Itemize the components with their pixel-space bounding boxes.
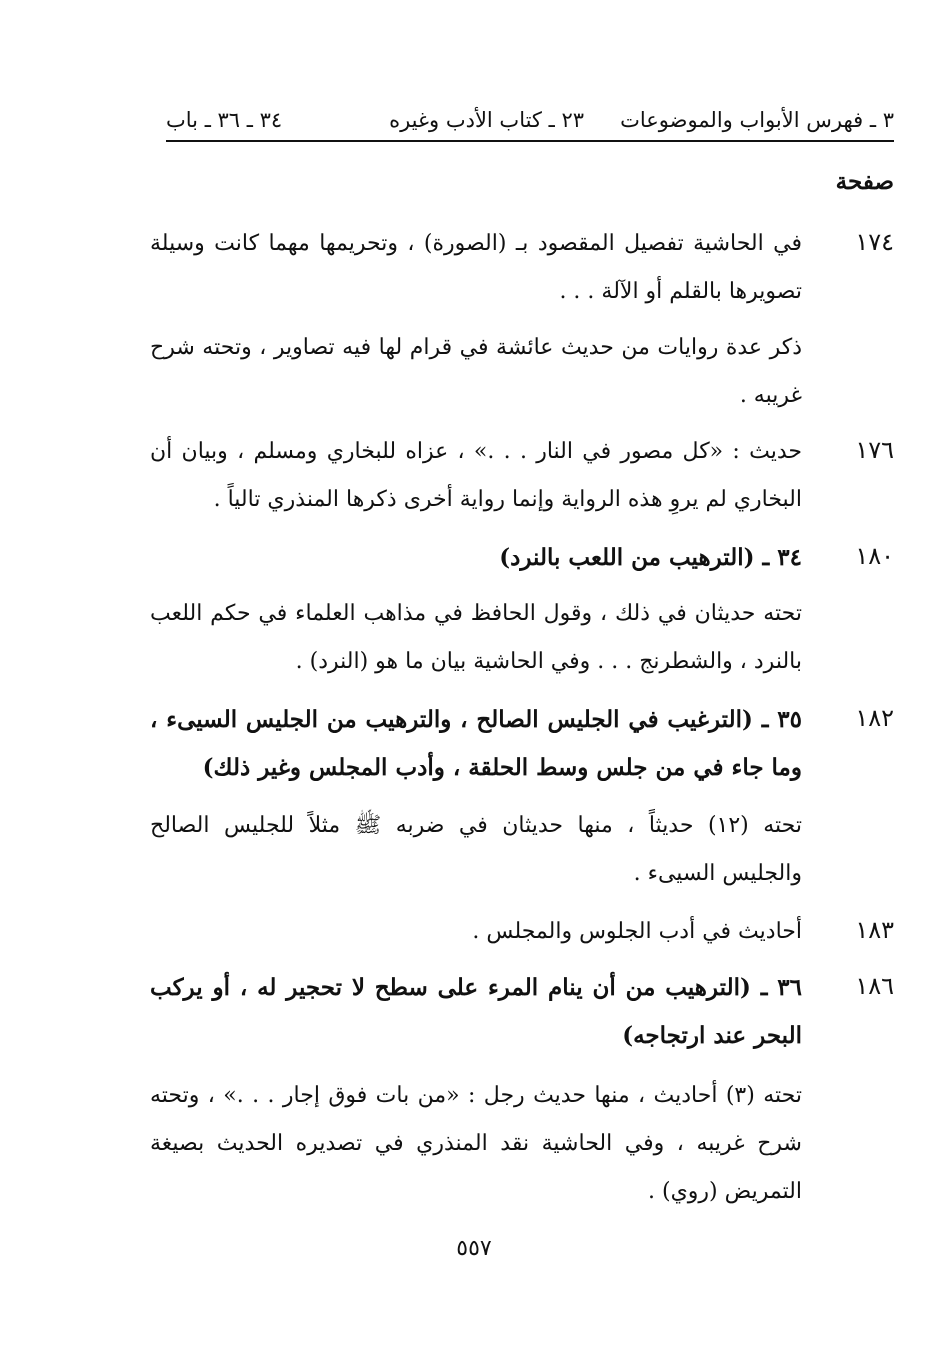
index-entry [150,908,894,956]
entry-page-number: ١٨٢ [855,704,894,732]
section-heading: ٣٦ ـ (الترهيب من أن ينام المرء على سطح لا تحجير له ، أو يركب البحر عند ارتجاجه) [150,974,802,1049]
entry-text: تحته (١٢) حديثاً ، منها حديثان في ضربه ﷺ مثلاً للجليس الصالح والجليس السيىء . [150,813,802,886]
header-book-title: ٢٣ ـ كتاب الأدب وغيره [389,108,584,132]
entry-page-number: ١٧٦ [855,436,894,464]
index-entry [150,324,894,420]
section-heading: ٣٤ ـ (الترهيب من اللعب بالنرد) [499,544,802,571]
entry-text: حديث : «كل مصور في النار . . .» ، عزاه للبخاري ومسلم ، وبيان أن البخاري لم يروِ هذه الرواية وإنما رواية أخرى ذكرها المنذري تالياً . [150,439,802,512]
entry-page-number: ١٨٣ [855,916,894,944]
header-section-range: ٣٤ ـ ٣٦ ـ باب [166,108,283,132]
index-entry [150,220,894,316]
header-chapter-title: ٣ ـ فهرس الأبواب والموضوعات [620,108,894,132]
index-entry [150,1072,894,1216]
index-entry [150,590,894,686]
index-entry [150,964,894,1060]
index-entry [150,696,894,792]
entry-text: أحاديث في أدب الجلوس والمجلس . [472,919,802,944]
running-header [166,104,894,142]
entry-page-number: ١٨٠ [855,542,894,570]
entry-text: تحته (٣) أحاديث ، منها حديث رجل : «من بات فوق إجار . . .» ، وتحته شرح غريبه ، وفي الحاشية نقد المنذري في تصديره الحديث بصيغة التمريض (روي) . [150,1083,802,1204]
index-entry [150,534,894,582]
page-number: ٥٥٧ [456,1236,492,1261]
section-heading: ٣٥ ـ (الترغيب في الجليس الصالح ، والترهيب من الجليس السيىء ، وما جاء في من جلس وسط الحلقة ، وأدب المجلس وغير ذلك) [150,706,802,781]
index-entry [150,802,894,898]
entry-page-number: ١٨٦ [855,972,894,1000]
entry-text: تحته حديثان في ذلك ، وقول الحافظ في مذاهب العلماء في حكم اللعب بالنرد ، والشطرنج . . . وفي الحاشية بيان ما هو (النرد) . [150,601,802,674]
entry-text: في الحاشية تفصيل المقصود بـ (الصورة) ، وتحريمها مهما كانت وسيلة تصويرها بالقلم أو الآلة . . . [150,231,802,304]
entry-page-number: ١٧٤ [855,228,894,256]
index-entry [150,428,894,524]
entry-text: ذكر عدة روايات من حديث عائشة في قرام لها فيه تصاوير ، وتحته شرح غريبه . [150,335,802,408]
page-column-label: صفحة [835,168,894,195]
